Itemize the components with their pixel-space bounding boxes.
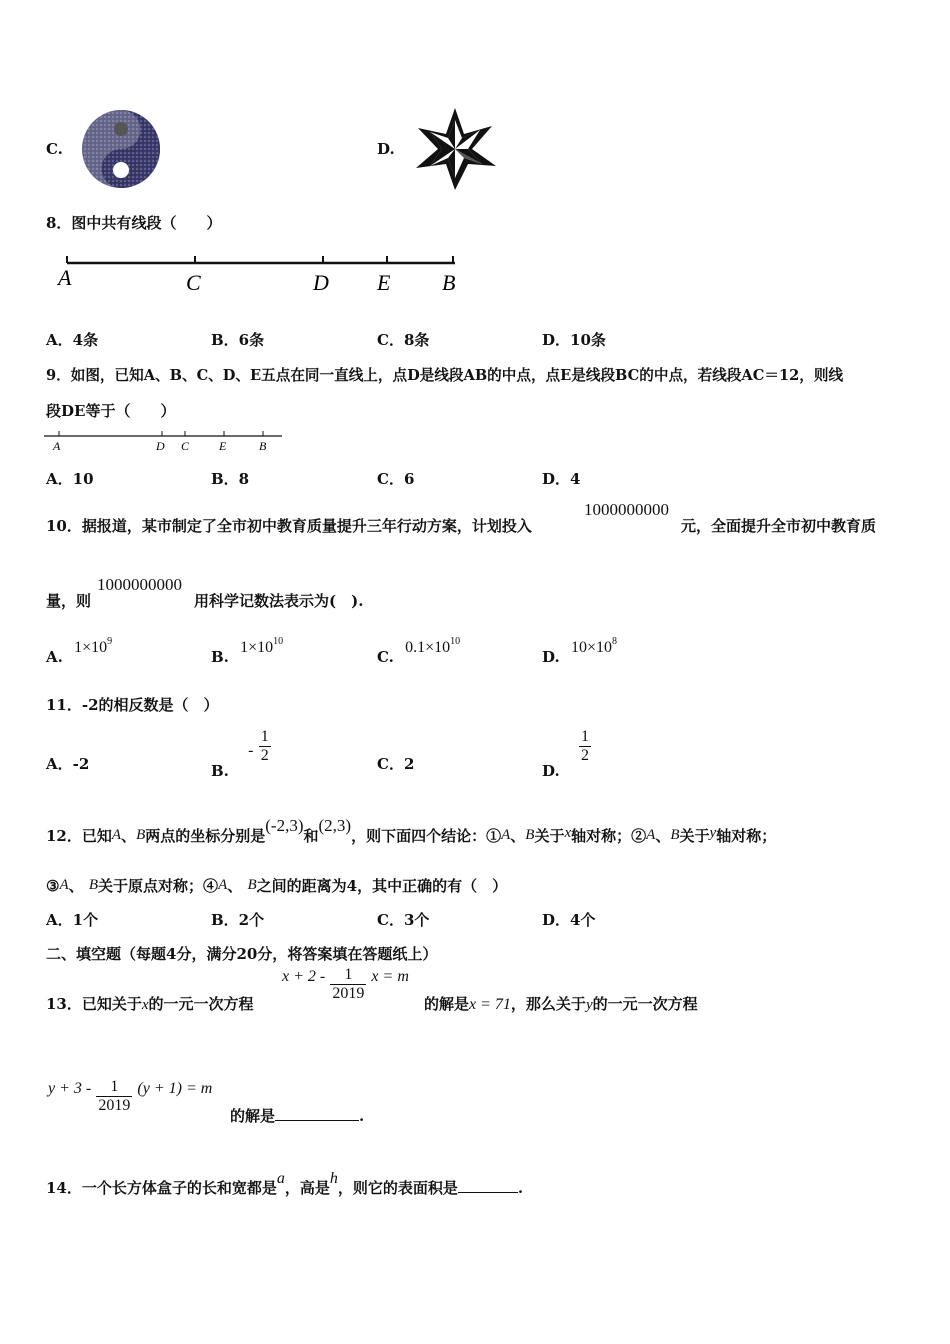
q11-stem: 11．-2的相反数是（ ） <box>46 696 219 714</box>
q11-option-d-fraction <box>579 728 591 765</box>
q10-stem-d: 用科学记数法表示为( ). <box>194 592 364 610</box>
q11-option-d[interactable] <box>542 728 591 780</box>
q12-point-b-4: B <box>88 877 99 893</box>
q12-text-1: 12．已知 <box>46 827 112 845</box>
q12-text-2: 两点的坐标分别是 <box>145 827 266 845</box>
q10-option-c-base: 0.1×10 <box>405 639 451 656</box>
q10-stem-b: 元，全面提升全市初中教育质 <box>681 517 877 535</box>
q10-option-d-exp: 8 <box>611 636 617 647</box>
q10-option-b-label: B. <box>211 648 229 666</box>
q12-sep: 、 <box>121 827 137 845</box>
q9-point-d: D <box>156 439 165 453</box>
q14-answer-blank[interactable] <box>458 1192 518 1193</box>
q14-stem <box>46 1170 524 1198</box>
section-2-title: 二、填空题（每题4分，满分20分，将答案填在答题纸上） <box>46 945 438 963</box>
q9-point-c: C <box>181 439 190 453</box>
q11-option-c[interactable]: C．2 <box>377 755 415 773</box>
q14-text-a: 14．一个长方体盒子的长和宽都是 <box>46 1179 277 1197</box>
yin-yang-icon <box>80 108 162 190</box>
q13-eq1-right: x = m <box>371 968 409 985</box>
q12-sep-2: 、 <box>510 827 526 845</box>
q9-line-diagram <box>44 428 284 454</box>
q12-point-a-4: A <box>59 877 69 893</box>
q10-option-a-exp: 9 <box>107 636 113 647</box>
q11-option-b-numerator: 1 <box>260 728 269 745</box>
q9-option-c[interactable]: C．6 <box>377 470 415 488</box>
q13-text-a: 13．已知关于 <box>46 995 142 1013</box>
q12-coord-a: (-2,3) <box>265 816 304 835</box>
q12-option-c[interactable]: C．3个 <box>377 911 430 929</box>
q14-end: . <box>517 1179 524 1197</box>
q9-option-a[interactable]: A．10 <box>46 470 94 488</box>
q13-eq1-numerator: 1 <box>330 966 366 985</box>
q10-option-d-base: 10×10 <box>570 639 612 656</box>
q9-stem-line1: 9．如图，已知A、B、C、D、E五点在同一直线上，点D是线段AB的中点，点E是线段BC的中点，若线段AC＝12，则线 <box>46 367 844 384</box>
q12-option-a[interactable]: A．1个 <box>46 911 99 929</box>
q12-x-axis: x <box>564 825 572 841</box>
q12-sep-4: 、 <box>68 877 84 895</box>
q12-point-a-3: A <box>646 827 656 843</box>
q12-y-axis: y <box>709 825 717 841</box>
q8-option-a[interactable]: A．4条 <box>46 331 99 349</box>
q9-point-b: B <box>259 439 267 453</box>
q8-line-segment-diagram <box>55 252 465 297</box>
q10-option-a-label: A. <box>46 648 63 666</box>
q9-point-a: A <box>53 439 61 453</box>
q10-stem-a: 10．据报道，某市制定了全市初中教育质量提升三年行动方案，计划投入 <box>46 517 532 535</box>
q8-point-a: A <box>58 265 72 290</box>
q12-text-10: 关于原点对称；④ <box>98 877 219 895</box>
q10-amount: 1000000000 <box>584 500 669 519</box>
q8-option-d[interactable]: D．10条 <box>542 331 606 349</box>
q10-option-c-exp: 10 <box>450 636 461 647</box>
q13-eq2-fraction <box>96 1078 132 1115</box>
q9-stem-line2: 段DE等于（ ） <box>46 402 176 420</box>
q13-eq2-denominator: 2019 <box>98 1097 131 1114</box>
q13-eq2-numerator: 1 <box>96 1078 132 1097</box>
q12-text-3: 和 <box>303 827 319 845</box>
q10-option-b-exp: 10 <box>273 636 284 647</box>
q10-stem-c: 量，则 <box>46 592 92 610</box>
q13-text-f: 的解是 <box>230 1107 276 1125</box>
q8-stem: 8．图中共有线段（ ） <box>46 214 222 232</box>
q14-var-h: h <box>329 1170 338 1187</box>
q12-option-d[interactable]: D．4个 <box>542 911 596 929</box>
q13-var-y: y <box>585 997 593 1013</box>
q12-coord-b: (2,3) <box>318 816 352 835</box>
q12-point-a-5: A <box>218 877 228 893</box>
q12-text-6: 轴对称；② <box>571 827 647 845</box>
q12-stem-line2 <box>46 875 507 896</box>
q13-equation-1 <box>282 966 409 1003</box>
q8-point-e: E <box>377 270 391 295</box>
q11-option-b[interactable] <box>211 728 271 780</box>
q13-eq2-left: y + 3 - <box>48 1080 92 1097</box>
q14-var-a: a <box>276 1170 285 1187</box>
q9-point-e: E <box>219 439 227 453</box>
q12-point-b-3: B <box>670 827 680 843</box>
q8-point-b: B <box>442 270 456 295</box>
q10-amount-2: 1000000000 <box>97 575 182 594</box>
q12-sep-5: 、 <box>227 877 243 895</box>
q12-text-4: ，则下面四个结论：① <box>351 827 502 845</box>
option-c-label: C. <box>46 140 63 158</box>
q12-text-5: 关于 <box>534 827 565 845</box>
q13-solution: x = 71 <box>469 996 511 1013</box>
q13-eq1-denominator: 2019 <box>332 985 365 1002</box>
q13-text-2 <box>424 993 698 1014</box>
q13-eq1-left: x + 2 - <box>282 968 326 985</box>
q10-option-b-base: 1×10 <box>240 639 274 656</box>
q9-option-b[interactable]: B．8 <box>211 470 250 488</box>
q13-eq2-right: (y + 1) = m <box>137 1080 213 1097</box>
q13-text-d: ，那么关于 <box>510 995 586 1013</box>
q14-text-c: ，则它的表面积是 <box>337 1179 458 1197</box>
q13-var-x: x <box>141 997 149 1013</box>
q12-text-11: 之间的距离为4，其中正确的有（ ） <box>256 877 508 895</box>
q9-option-d[interactable]: D．4 <box>542 470 581 488</box>
q11-option-d-numerator: 1 <box>580 728 589 745</box>
q10-option-d-label: D. <box>542 648 560 666</box>
q12-text-7: 关于 <box>679 827 710 845</box>
q13-eq1-fraction <box>330 966 366 1003</box>
q12-text-8: 轴对称； <box>716 827 777 845</box>
q11-option-a[interactable]: A．-2 <box>46 755 90 773</box>
q11-option-b-label: B. <box>211 761 229 780</box>
q8-point-d: D <box>313 270 329 295</box>
q12-point-b-5: B <box>247 877 257 893</box>
q11-option-b-fraction <box>259 728 271 765</box>
q13-end: . <box>359 1107 365 1125</box>
q11-option-d-label: D. <box>542 761 560 780</box>
q11-option-d-denominator: 2 <box>580 747 589 764</box>
q8-option-c[interactable]: C．8条 <box>377 331 430 349</box>
q13-text-1 <box>46 993 254 1014</box>
q11-option-b-sign: - <box>248 741 254 759</box>
q13-text-3 <box>230 1105 364 1126</box>
q8-option-b[interactable]: B．6条 <box>211 331 265 349</box>
q10-option-a-base: 1×10 <box>74 639 108 656</box>
eight-point-star-icon <box>412 106 498 192</box>
q12-stem-line1 <box>46 816 777 846</box>
q13-equation-2 <box>48 1078 212 1115</box>
q12-text-9: ③ <box>46 877 60 895</box>
q12-point-a: A <box>111 827 122 843</box>
option-d-label: D. <box>377 140 395 158</box>
q8-point-c: C <box>186 270 201 295</box>
q13-text-c: 的解是 <box>424 995 470 1013</box>
q12-sep-3: 、 <box>655 827 671 845</box>
q12-point-a-2: A <box>501 827 511 843</box>
q14-text-b: ，高是 <box>284 1179 330 1197</box>
q12-point-b: B <box>136 827 146 843</box>
q13-text-b: 的一元一次方程 <box>148 995 254 1013</box>
q12-point-b-2: B <box>525 827 535 843</box>
q10-option-c-label: C. <box>377 648 394 666</box>
q12-option-b[interactable]: B．2个 <box>211 911 265 929</box>
q13-text-e: 的一元一次方程 <box>592 995 698 1013</box>
q13-answer-blank[interactable] <box>275 1120 359 1121</box>
q11-option-b-denominator: 2 <box>260 747 269 764</box>
